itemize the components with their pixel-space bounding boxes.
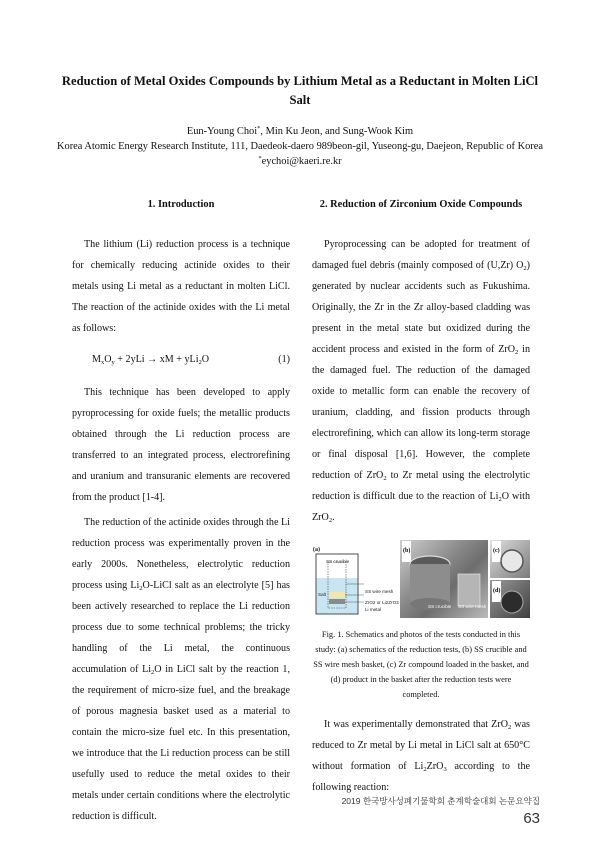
basket-top-view bbox=[501, 550, 523, 572]
equation-body: $M_xO_y + 2yLi$ → xM + yLi$_2$O bbox=[92, 354, 210, 366]
author-names: Eun-Young Choi*, Min Ku Jeon, and Sung-Wook Kim bbox=[186, 125, 414, 137]
affiliation: Korea Atomic Energy Research Institute, 111, Daedeok-daero 989beon-gil, Yuseong-gu, Daejeon, Republic of Korea bbox=[57, 141, 543, 152]
figure-photo-product bbox=[490, 580, 530, 618]
panel-label-c: (c) bbox=[492, 541, 501, 562]
label-compound: ZrO2 or Li2ZrO3 bbox=[365, 600, 399, 605]
equation-1 bbox=[92, 350, 290, 370]
panel-label-b: (b) bbox=[402, 541, 411, 562]
loaded-basket-shape bbox=[490, 540, 530, 578]
page-number: 63 bbox=[523, 810, 540, 828]
label-ss-wire-mesh: SS wire mesh bbox=[365, 589, 394, 594]
panel-label-d: (d) bbox=[492, 581, 501, 602]
figure-panel-schematic bbox=[312, 540, 398, 618]
intro-paragraph-3: The reduction of the actinide oxides through the Li reduction process was experimentally proven in the early 2000s. Nonetheless, electrolytic reduction process using $Li_2O$-LiCl salt as an electrolyte [5] has been actively researched to replace the Li reduction process due to some technical problems; the tricky handling of the Li metal, the continuous accumulation of $Li_2O$ in LiCl salt by the reaction 1, the requirement of micro-size fuel, and the breakage of porous magnesia basket used as a material to contain the micro-size fuel etc. In this presentation, we introduce that the Li reduction process can be still usefully used to reduce the metal oxides to their metals under certain conditions where the electrolytic reduction is difficult. bbox=[72, 517, 290, 822]
figure-1 bbox=[312, 540, 530, 618]
compound-layer bbox=[329, 592, 345, 598]
figure-photo-loaded bbox=[490, 540, 530, 578]
equation-number: (1) bbox=[278, 354, 290, 365]
zr-paragraph-2: It was experimentally demonstrated that ZrO$_2$ was reduced to Zr metal by Li metal in LiCl salt at 650°C without formation of $Li_2ZrO_3$ according to the following reaction: bbox=[312, 719, 530, 793]
zr-paragraph-1: Pyroprocessing can be adopted for treatment of damaged fuel debris (mainly composed of (U,Zr) $O_2$) generated by nuclear accidents such as Fukushima. Originally, the Zr in the Zr alloy-based cladding was present in the metal state but oxidized during the accident process and existed in the form of ZrO$_2$ in the damaged fuel. The reduction of the damaged oxide to metallic form can enable the recovery of uranium, cladding, and fission products through electrorefining, which can allow its long-term storage or final disposal [1,6]. However, the complete reduction of ZrO$_2$ to Zr metal using the electrolytic reduction is difficult due to the reaction of $Li_2O$ with ZrO$_2$. bbox=[312, 239, 530, 524]
figure-caption: Fig. 1. Schematics and photos of the tests conducted in this study: (a) schematics of the reduction tests, (b) SS crucible and SS wire mesh basket, (c) Zr compound loaded in the basket, and (d) product in the basket after the reduction tests were completed. bbox=[313, 630, 529, 699]
label-b-mesh: SS wire mesh bbox=[458, 604, 487, 609]
right-column bbox=[312, 196, 530, 798]
section-heading-introduction: 1. Introduction bbox=[147, 199, 215, 210]
label-b-crucible: SS crucible bbox=[428, 604, 452, 609]
product-shape bbox=[490, 580, 530, 618]
page-footer bbox=[320, 792, 540, 828]
intro-paragraph-2: This technique has been developed to apply pyroprocessing for oxide fuels; the metallic products obtained through the Li reduction process are transferred to an integrated process, electrorefining and uranium and transuranic elements are recovered from the product [1-4]. bbox=[72, 387, 290, 503]
label-li-metal: Li metal bbox=[365, 607, 382, 612]
section-heading-zirconium: 2. Reduction of Zirconium Oxide Compounds bbox=[319, 199, 523, 210]
panel-label-a: (a) bbox=[313, 547, 320, 553]
label-salt: Salt bbox=[318, 592, 326, 597]
figure-photo-crucible bbox=[400, 540, 488, 618]
footer-text: 2019 한국방사성폐기물학회 춘계학술대회 논문요약집 bbox=[341, 795, 540, 806]
product-top-view bbox=[501, 591, 523, 613]
paper-title: Reduction of Metal Oxides Compounds by Lithium Metal as a Reductant in Molten LiCl Salt bbox=[61, 74, 539, 107]
author-block bbox=[40, 124, 560, 169]
email: *eychoi@kaeri.re.kr bbox=[258, 155, 342, 167]
li-metal-layer bbox=[329, 599, 345, 604]
intro-paragraph-1: The lithium (Li) reduction process is a technique for chemically reducing actinide oxides to their metals using Li metal as a reductant in molten LiCl. The reaction of the actinide oxides with the Li metal as follows: bbox=[72, 239, 290, 334]
label-ss-crucible: SS crucible bbox=[326, 559, 350, 564]
left-column bbox=[72, 196, 290, 827]
